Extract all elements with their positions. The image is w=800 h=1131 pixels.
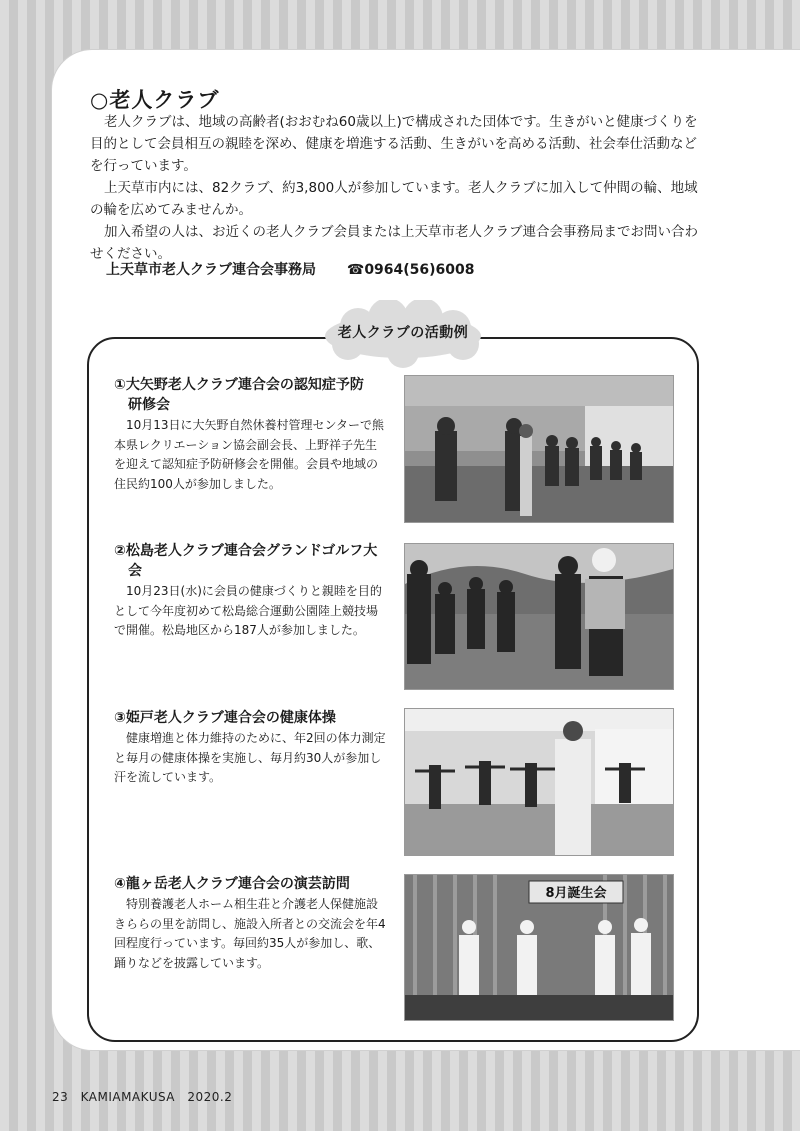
activity-3-body: 健康増進と体力維持のために、年2回の体力測定と毎月の健康体操を実施し、毎月約30人が参加し汗を流しています。 [114, 731, 386, 784]
intro-paragraph-3: 加入希望の人は、お近くの老人クラブ会員または上天草市老人クラブ連合会事務局までお問い合わせください。 [90, 224, 698, 262]
activity-3-photo [404, 708, 674, 856]
activity-2-title-line1: ②松島老人クラブ連合会グランドゴルフ大 [114, 543, 378, 559]
activity-1-title-line2: 研修会 [128, 397, 170, 413]
page-footer [52, 1090, 240, 1104]
contact-phone: ☎0964(56)6008 [346, 262, 475, 278]
activity-1-photo [404, 375, 674, 523]
activities-label: 老人クラブの活動例 [337, 325, 469, 341]
activity-4-title [114, 874, 394, 894]
contact-office: 上天草市老人クラブ連合会事務局 [106, 262, 316, 278]
activity-4-body: 特別養護老人ホーム相生荘と介護老人保健施設きららの里を訪問し、施設入所者との交流会を年4回程度行っています。毎回約35人が参加し、歌、踊りなどを披露しています。 [114, 897, 386, 970]
activity-1-title [114, 375, 394, 415]
activity-4-photo [404, 874, 674, 1021]
activity-2-title [114, 541, 394, 581]
activity-1-body: 10月13日に大矢野自然休養村管理センターで熊本県レクリエーション協会副会長、上野祥子先生を迎えて認知症予防研修会を開催。会員や地域の住民約100人が参加しました。 [114, 418, 385, 491]
intro-paragraph-2: 上天草市内には、82クラブ、約3,800人が参加しています。老人クラブに加入して仲間の輪、地域の輪を広めてみませんか。 [90, 180, 698, 218]
section-heading: ○老人クラブ [90, 88, 220, 112]
gymnasium-photo [405, 376, 673, 522]
contact-line [106, 259, 475, 279]
activity-4-title-line1: ④龍ヶ岳老人クラブ連合会の演芸訪問 [114, 876, 350, 892]
activity-1-title-line1: ①大矢野老人クラブ連合会の認知症予防 [114, 377, 364, 393]
exercise-photo [405, 709, 673, 855]
ground-golf-photo [405, 544, 673, 689]
activity-2-photo [404, 543, 674, 690]
photo4-banner-text: 8月誕生会 [545, 886, 607, 901]
activity-2-title-line2: 会 [128, 563, 142, 579]
magazine-name: KAMIAMAKUSA [80, 1090, 176, 1104]
page-number: 23 [52, 1090, 69, 1104]
activity-2-body: 10月23日(水)に会員の健康づくりと親睦を目的として今年度初めて松島総合運動公園陸上競技場で開催。松島地区から187人が参加しました。 [114, 584, 382, 637]
intro-text [90, 111, 710, 265]
performance-photo [405, 875, 673, 1020]
activity-3-title-line1: ③姫戸老人クラブ連合会の健康体操 [114, 710, 336, 726]
activity-3-title [114, 708, 394, 728]
activities-label-cloud [318, 300, 488, 370]
issue-date: 2020.2 [187, 1090, 233, 1104]
intro-paragraph-1: 老人クラブは、地域の高齢者(おおむね60歳以上)で構成された団体です。生きがいと健康づくりを目的として会員相互の親睦を深め、健康を増進する活動、生きがいを高める活動、社会奉仕活動などを行っています。 [90, 114, 698, 174]
